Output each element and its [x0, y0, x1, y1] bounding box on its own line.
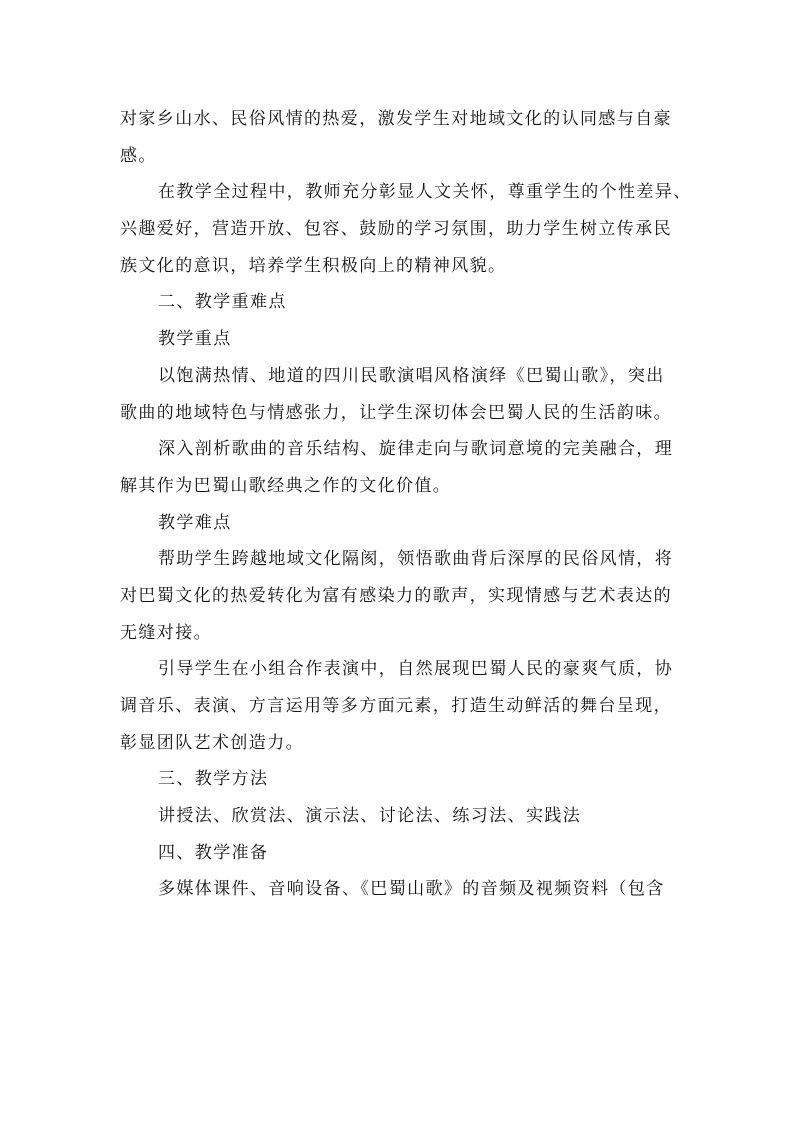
text-line: 三、教学方法	[158, 769, 269, 790]
text-line: 讲授法、欣赏法、演示法、讨论法、练习法、实践法	[158, 806, 582, 827]
text-line: 引导学生在小组合作表演中，自然展现巴蜀人民的豪爽气质，协	[158, 659, 674, 680]
text-line: 二、教学重难点	[158, 292, 287, 313]
text-line: 对家乡山水、民俗风情的热爱，激发学生对地域文化的认同感与自豪	[120, 109, 672, 129]
text-line: 彰显团队艺术创造力。	[120, 732, 304, 753]
text-line: 以饱满热情、地道的四川民歌演唱风格演绎《巴蜀山歌》，突出	[158, 365, 665, 386]
text-line: 深入剖析歌曲的音乐结构、旋律走向与歌词意境的完美融合，理	[158, 439, 674, 460]
text-line: 兴趣爱好，营造开放、包容、鼓励的学习氛围，助力学生树立传承民	[120, 219, 672, 240]
text-line: 教学重点	[158, 329, 232, 350]
text-line: 帮助学生跨越地域文化隔阂，领悟歌曲背后深厚的民俗风情，将	[158, 549, 674, 570]
text-line: 族文化的意识，培养学生积极向上的精神风貌。	[120, 255, 507, 276]
text-line: 调音乐、表演、方言运用等多方面元素，打造生动鲜活的舞台呈现，	[120, 696, 672, 716]
document-body	[120, 101, 692, 908]
text-line: 多媒体课件、音响设备、《巴蜀山歌》的音频及视频资料（包含	[158, 879, 665, 900]
text-line: 感。	[120, 145, 157, 166]
text-line: 教学难点	[158, 512, 232, 533]
text-line: 解其作为巴蜀山歌经典之作的文化价值。	[120, 475, 452, 496]
text-line: 歌曲的地域特色与情感张力，让学生深切体会巴蜀人民的生活韵味。	[120, 402, 672, 423]
text-line: 在教学全过程中，教师充分彰显人文关怀，尊重学生的个性差异、	[158, 182, 692, 203]
text-line: 对巴蜀文化的热爱转化为富有感染力的歌声，实现情感与艺术表达的	[120, 585, 672, 606]
text-line: 无缝对接。	[120, 622, 212, 643]
text-line: 四、教学准备	[158, 842, 269, 863]
